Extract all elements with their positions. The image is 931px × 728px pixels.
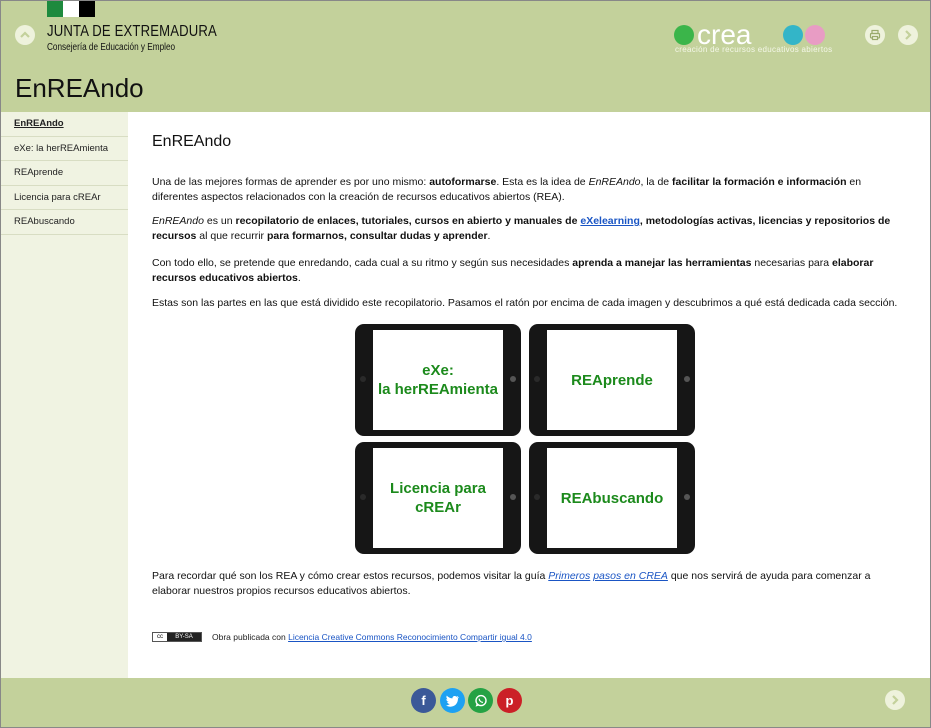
page-header <box>1 1 930 112</box>
whatsapp-icon <box>474 694 488 708</box>
crea-subtitle: creación de recursos educativos abiertos <box>675 45 833 54</box>
main-content <box>152 112 902 642</box>
facebook-share-button[interactable] <box>411 688 436 713</box>
tablet-licencia[interactable]: Licencia para cREAr <box>355 442 521 554</box>
tablet-exe[interactable]: eXe: la herREAmienta <box>355 324 521 436</box>
svg-text:crea: crea <box>697 23 752 50</box>
sidebar-item-exe[interactable]: eXe: la herREAmienta <box>1 137 128 162</box>
exelearning-link[interactable]: eXelearning <box>580 215 640 227</box>
junta-title: JUNTA DE EXTREMADURA <box>47 23 217 40</box>
chevron-right-icon <box>889 694 901 706</box>
tablet-camera <box>684 376 690 382</box>
page-footer <box>1 678 930 727</box>
license-link[interactable]: Licencia Creative Commons Reconocimiento Compartir igual 4.0 <box>288 632 532 642</box>
goal-paragraph: Con todo ello, se pretende que enredando, cada cual a su ritmo y según sus necesidades aprenda a manejar las herramientas necesarias para elaborar recursos educativos abiertos. <box>152 257 874 284</box>
chevron-right-icon <box>902 29 914 41</box>
junta-subtitle: Consejería de Educación y Empleo <box>47 42 176 53</box>
sidebar-item-enreando[interactable]: EnREAndo <box>1 112 128 137</box>
intro-paragraph: Una de las mejores formas de aprender es por uno mismo: autoformarse. Esta es la idea de EnREAndo, la de facilitar la formación e información en diferentes aspectos relacionados con la creación de recursos educativos abiertos (REA). <box>152 176 862 203</box>
twitter-icon <box>446 695 460 707</box>
next-page-button[interactable] <box>898 25 918 45</box>
sections-grid <box>355 324 695 554</box>
parts-paragraph: Estas son las partes en las que está dividido este recopilatorio. Pasamos el ratón por encima de cada imagen y descubrimos a qué está dedicada cada sección. <box>152 297 898 309</box>
description-paragraph: EnREAndo es un recopilatorio de enlaces, tutoriales, cursos en abierto y manuales de eXelearning, metodologías activas, licencias y repositorios de recursos al que recurrir para formarnos, consultar dudas y aprender. <box>152 215 891 242</box>
tablet-camera <box>510 494 516 500</box>
extremadura-flag <box>47 1 254 17</box>
print-button[interactable] <box>865 25 885 45</box>
tablet-reabuscando[interactable]: REAbuscando <box>529 442 695 554</box>
sidebar-item-reaprende[interactable]: REAprende <box>1 161 128 186</box>
sidebar-item-reabuscando[interactable]: REAbuscando <box>1 210 128 235</box>
site-title: EnREAndo <box>15 73 144 103</box>
tablet-reaprende[interactable]: REAprende <box>529 324 695 436</box>
primeros-link[interactable]: Primeros <box>548 570 591 582</box>
cc-by-sa-badge[interactable]: cc BY-SA <box>152 632 202 642</box>
whatsapp-share-button[interactable] <box>468 688 493 713</box>
page-title: EnREAndo <box>152 133 232 150</box>
sidebar-nav <box>1 112 128 678</box>
junta-logo[interactable] <box>47 1 254 53</box>
facebook-icon: f <box>421 693 426 708</box>
scroll-up-button[interactable] <box>15 25 35 45</box>
twitter-share-button[interactable] <box>440 688 465 713</box>
printer-icon <box>869 29 881 41</box>
license-notice: cc BY-SA Obra publicada con Licencia Creative Commons Reconocimiento Compartir igual 4.0 <box>152 632 532 642</box>
pinterest-share-button[interactable] <box>497 688 522 713</box>
chevron-up-icon <box>19 29 31 41</box>
pasos-en-crea-link[interactable]: pasos en CREA <box>593 570 668 582</box>
tablet-camera <box>684 494 690 500</box>
pinterest-icon: p <box>505 693 514 708</box>
sidebar-item-licencia[interactable]: Licencia para cREAr <box>1 186 128 211</box>
guide-paragraph: Para recordar qué son los REA y cómo crear estos recursos, podemos visitar la guía Primeros pasos en CREA que nos servirá de ayuda para comenzar a elaborar nuestros propios recursos educativos abiertos. <box>152 570 871 597</box>
footer-next-page-button[interactable] <box>885 690 905 710</box>
tablet-camera <box>510 376 516 382</box>
